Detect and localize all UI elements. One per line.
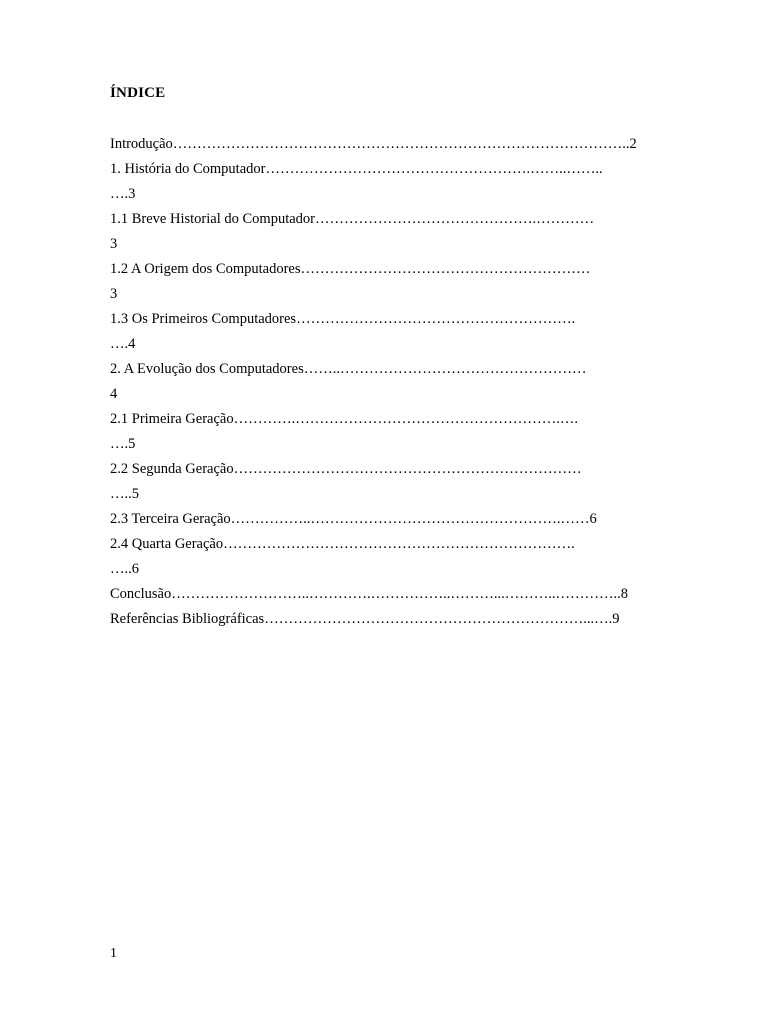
toc-line: 2. A Evolução dos Computadores……..…………………………………………… bbox=[110, 361, 587, 377]
toc-line: 3 bbox=[110, 286, 118, 302]
toc-line: Referências Bibliográficas…………………………………………………………...….9 bbox=[110, 611, 620, 627]
toc-line: 1. História do Computador……………………………………………….……..…….. bbox=[110, 161, 603, 177]
toc-line: 3 bbox=[110, 236, 118, 252]
toc-line: 4 bbox=[110, 386, 118, 402]
toc-line: 1.1 Breve Historial do Computador……………………………………….………… bbox=[110, 211, 595, 227]
page-number: 1 bbox=[110, 946, 117, 961]
table-of-contents bbox=[110, 135, 658, 635]
toc-line: …..6 bbox=[110, 561, 139, 577]
toc-line: 1.3 Os Primeiros Computadores…………………………………………………. bbox=[110, 311, 576, 327]
toc-line: 2.1 Primeira Geração………….……………………………………………….…. bbox=[110, 411, 578, 427]
toc-line: 1.2 A Origem dos Computadores…………………………………………………… bbox=[110, 261, 591, 277]
toc-line: 2.3 Terceira Geração……………..…………………………………………….……6 bbox=[110, 511, 597, 527]
toc-line: …..5 bbox=[110, 486, 139, 502]
toc-line: ….5 bbox=[110, 436, 136, 452]
toc-line: Introdução…………………………………………………………………………………..2 bbox=[110, 136, 637, 152]
toc-line: 2.2 Segunda Geração……………………………………………………………… bbox=[110, 461, 582, 477]
toc-line: ….3 bbox=[110, 186, 136, 202]
toc-line: Conclusão………………………..………….……………..………...………..…………..8 bbox=[110, 586, 628, 602]
toc-line: 2.4 Quarta Geração………………………………………………………………. bbox=[110, 536, 575, 552]
toc-line: ….4 bbox=[110, 336, 136, 352]
page-title: ÍNDICE bbox=[110, 85, 166, 101]
